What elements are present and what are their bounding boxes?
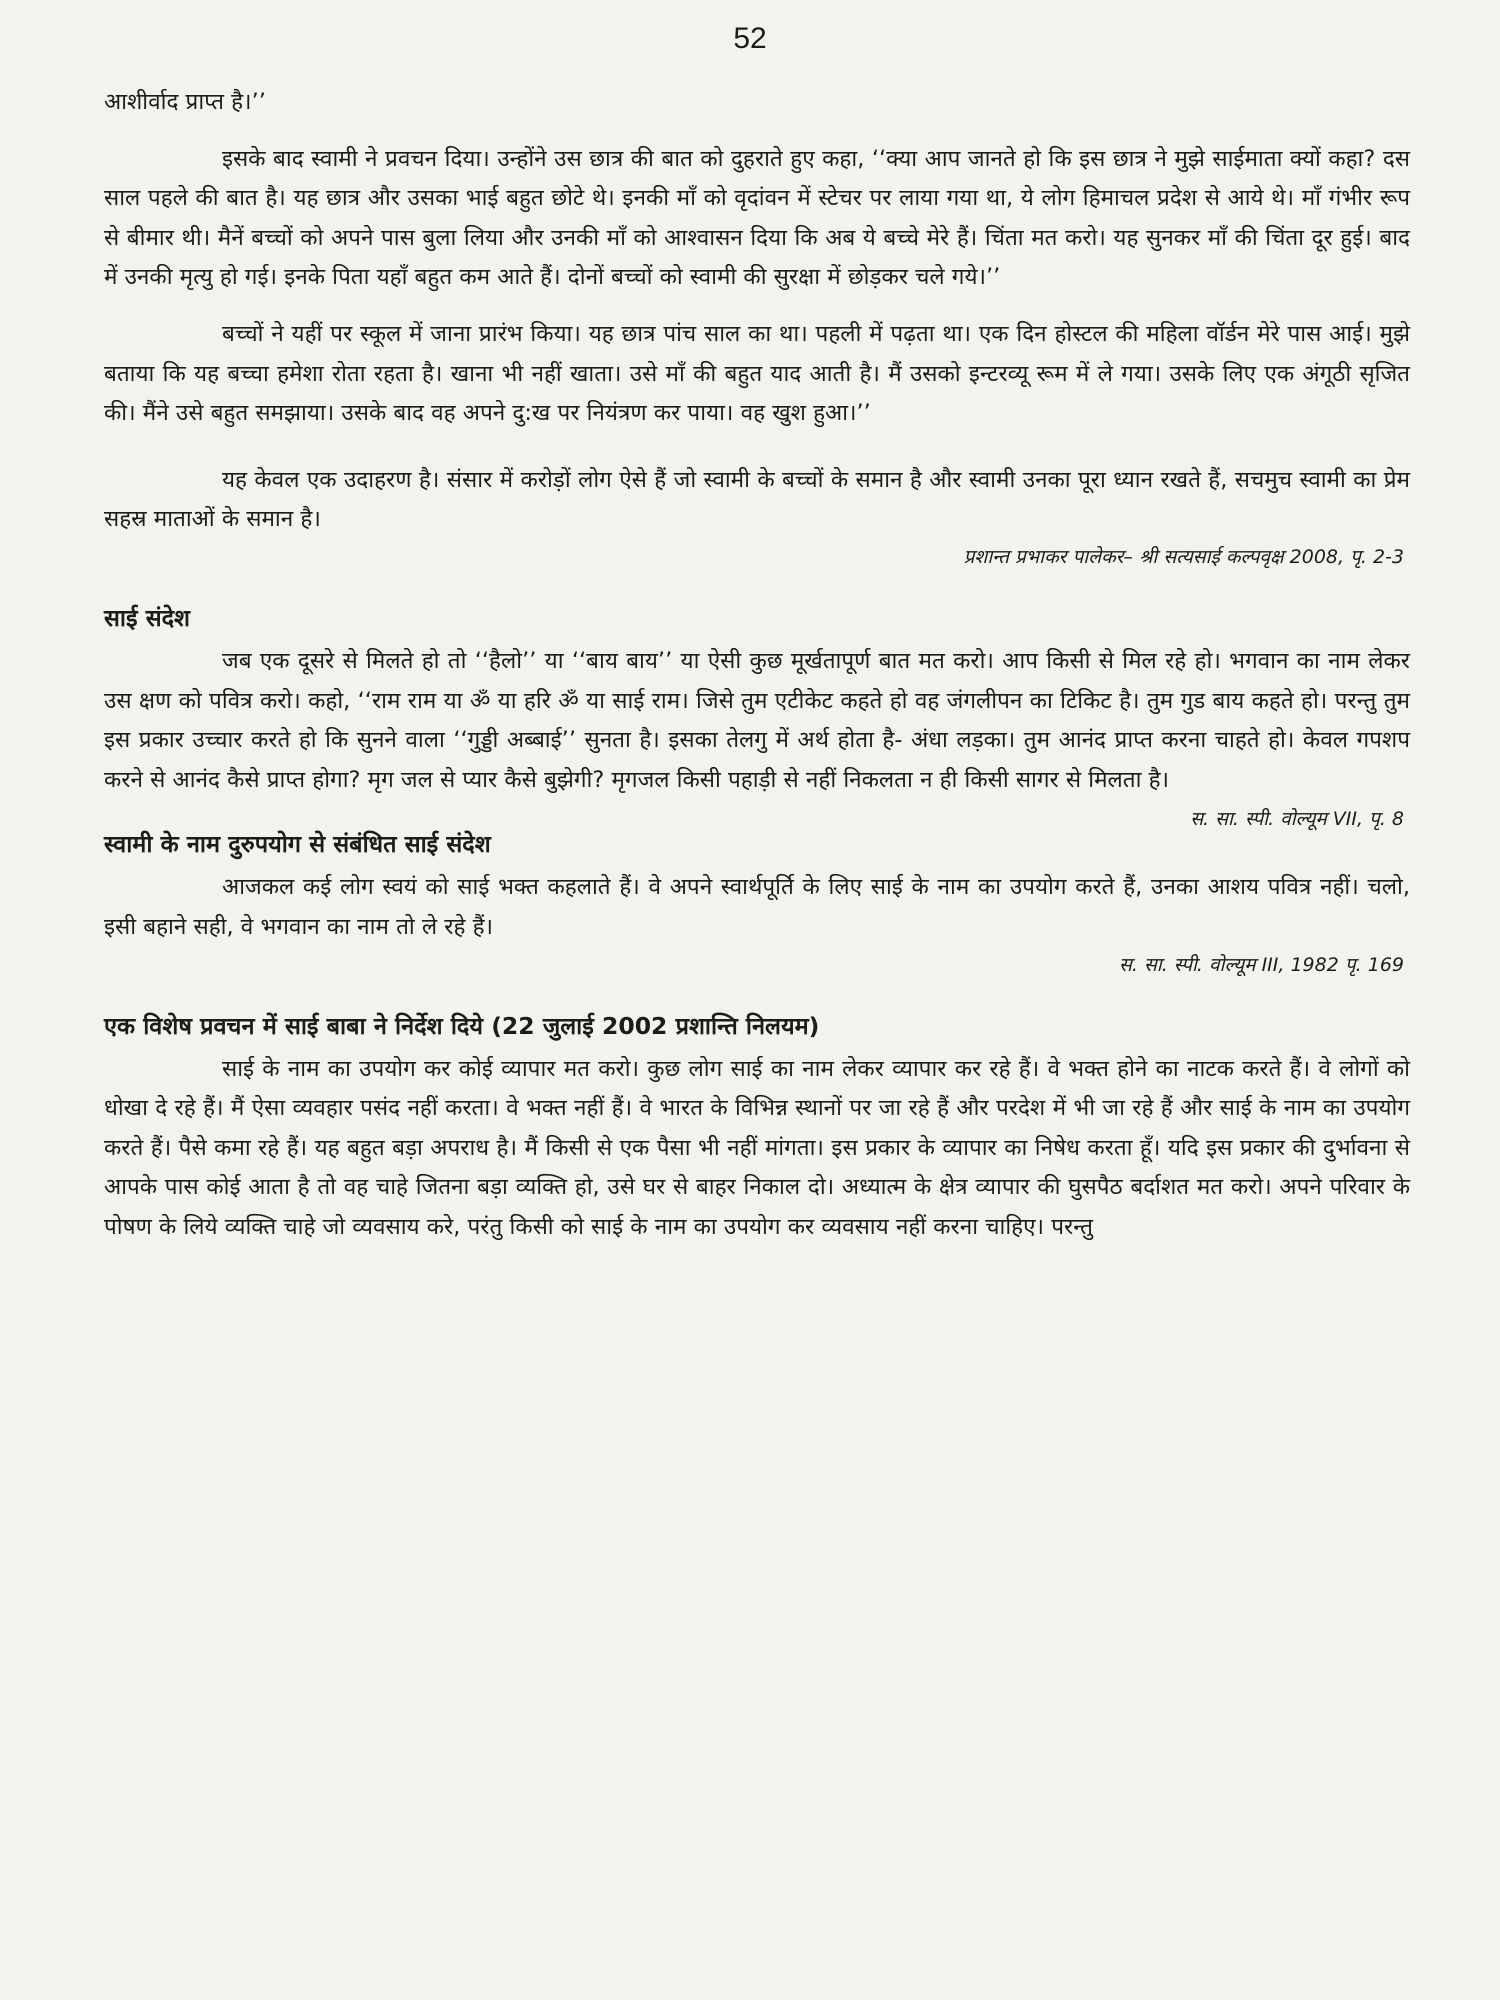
- body-text: जब एक दूसरे से मिलते हो तो ‘‘हैलो’’ या ‘‘बाय बाय’’ या ऐसी कुछ मूर्खतापूर्ण बात मत करो। आप किसी से मिल रहे हो। भगवान का नाम लेकर उस क्षण को पवित्र करो। कहो, ‘‘राम राम या ॐ या हरि ॐ या साई राम। जिसे तुम एटीकेट कहते हो वह जंगलीपन का टिकिट है। तुम गुड बाय कहते हो। परन्तु तुम इस प्रकार उच्चार करते हो कि सुनने वाला ‘‘गुड्डी अब्बाई’’ सुनता है। इसका तेलगु में अर्थ होता है- अंधा लड़का। तुम आनंद प्राप्त करना चाहते हो। केवल गपशप करने से आनंद कैसे प्राप्त होगा? मृग जल से प्यार कैसे बुझेगी? मृगजल किसी पहाड़ी से नहीं निकलता न ही किसी सागर से मिलता है।: [104, 647, 1410, 793]
- citation-kalpavriksha: प्रशान्त प्रभाकर पालेकर– श्री सत्यसाई कल्पवृक्ष 2008, पृ. 2-3: [963, 545, 1404, 568]
- section-body-special-discourse: साई के नाम का उपयोग कर कोई व्यापार मत करो। कुछ लोग साई का नाम लेकर व्यापार कर रहे हैं। वे भक्त होने का नाटक करते हैं। वे लोगों को धोखा दे रहे हैं। मैं ऐसा व्यवहार पसंद नहीं करता। वे भक्त नहीं हैं। वे भारत के विभिन्न स्थानों पर जा रहे हैं और परदेश में भी जा रहे हैं और साई के नाम का उपयोग करते हैं। पैसे कमा रहे हैं। यह बहुत बड़ा अपराध है। मैं किसी से एक पैसा भी नहीं मांगता। इस प्रकार के व्यापार का निषेध करता हूँ। यदि इस प्रकार की दुर्भावना से आपके पास कोई आता है तो वह चाहे जितना बड़ा व्यक्ति हो, उसे घर से बाहर निकाल दो। अध्यात्म के क्षेत्र व्यापार की घुसपैठ बर्दाशत मत करो। अपने परिवार के पोषण के लिये व्यक्ति चाहे जो व्यवसाय करे, परंतु किसी को साई के नाम का उपयोग कर व्यवसाय नहीं करना चाहिए। परन्तु: [104, 1055, 1410, 1240]
- section-heading-special-discourse: एक विशेष प्रवचन में साई बाबा ने निर्देश दिये (22 जुलाई 2002 प्रशान्ति निलयम): [104, 1011, 820, 1040]
- section-body-sai-sandesh: [104, 642, 1410, 831]
- paragraph-discourse: इसके बाद स्वामी ने प्रवचन दिया। उन्होंने उस छात्र की बात को दुहराते हुए कहा, ‘‘क्या आप जानते हो कि इस छात्र ने मुझे साईमाता क्यों कहा? दस साल पहले की बात है। यह छात्र और उसका भाई बहुत छोटे थे। इनकी माँ को वृदांवन में स्टेचर पर लाया गया था, ये लोग हिमाचल प्रदेश से आये थे। माँ गंभीर रूप से बीमार थी। मैनें बच्चों को अपने पास बुला लिया और उनकी माँ को आश्वासन दिया कि अब ये बच्चे मेरे हैं। चिंता मत करो। यह सुनकर माँ की चिंता दूर हुई। बाद में उनकी मृत्यु हो गई। इनके पिता यहाँ बहुत कम आते हैं। दोनों बच्चों को स्वामी की सुरक्षा में छोड़कर चले गये।’’: [104, 145, 1410, 291]
- citation-volume-vii: स. सा. स्पी. वोल्यूम VII, पृ. 8: [1190, 808, 1404, 831]
- paragraph-hostel-story: बच्चों ने यहीं पर स्कूल में जाना प्रारंभ किया। यह छात्र पांच साल का था। पहली में पढ़ता था। एक दिन होस्टल की महिला वॉर्डन मेरे पास आई। मुझे बताया कि यह बच्चा हमेशा रोता रहता है। खाना भी नहीं खाता। उसे माँ की बहुत याद आती है। मैं उसको इन्टरव्यू रूम में ले गया। उसके लिए एक अंगूठी सृजित की। मैंने उसे बहुत समझाया। उसके बाद वह अपने दु:ख पर नियंत्रण कर पाया। वह खुश हुआ।’’: [104, 320, 1410, 427]
- section-heading-name-misuse: स्वामी के नाम दुरुपयोग से संबंधित साई संदेश: [104, 830, 491, 859]
- section-body-name-misuse: आजकल कई लोग स्वयं को साई भक्त कहलाते हैं। वे अपने स्वार्थपूर्ति के लिए साई के नाम का उपयोग करते हैं, उनका आशय पवित्र नहीं। चलो, इसी बहाने सही, वे भगवान का नाम तो ले रहे हैं।: [104, 874, 1410, 940]
- paragraph-example: यह केवल एक उदाहरण है। संसार में करोड़ों लोग ऐसे हैं जो स्वामी के बच्चों के समान है और स्वामी उनका पूरा ध्यान रखते हैं, सचमुच स्वामी का प्रेम सहस्र माताओं के समान है।: [104, 466, 1410, 533]
- citation-volume-iii: स. सा. स्पी. वोल्यूम III, 1982 पृ. 169: [1119, 953, 1404, 976]
- paragraph-continuation: आशीर्वाद प्राप्त है।’’: [104, 89, 266, 115]
- section-heading-sai-sandesh: साई संदेश: [104, 603, 191, 632]
- page-number: 52: [733, 22, 767, 55]
- page-content: [104, 83, 1410, 1247]
